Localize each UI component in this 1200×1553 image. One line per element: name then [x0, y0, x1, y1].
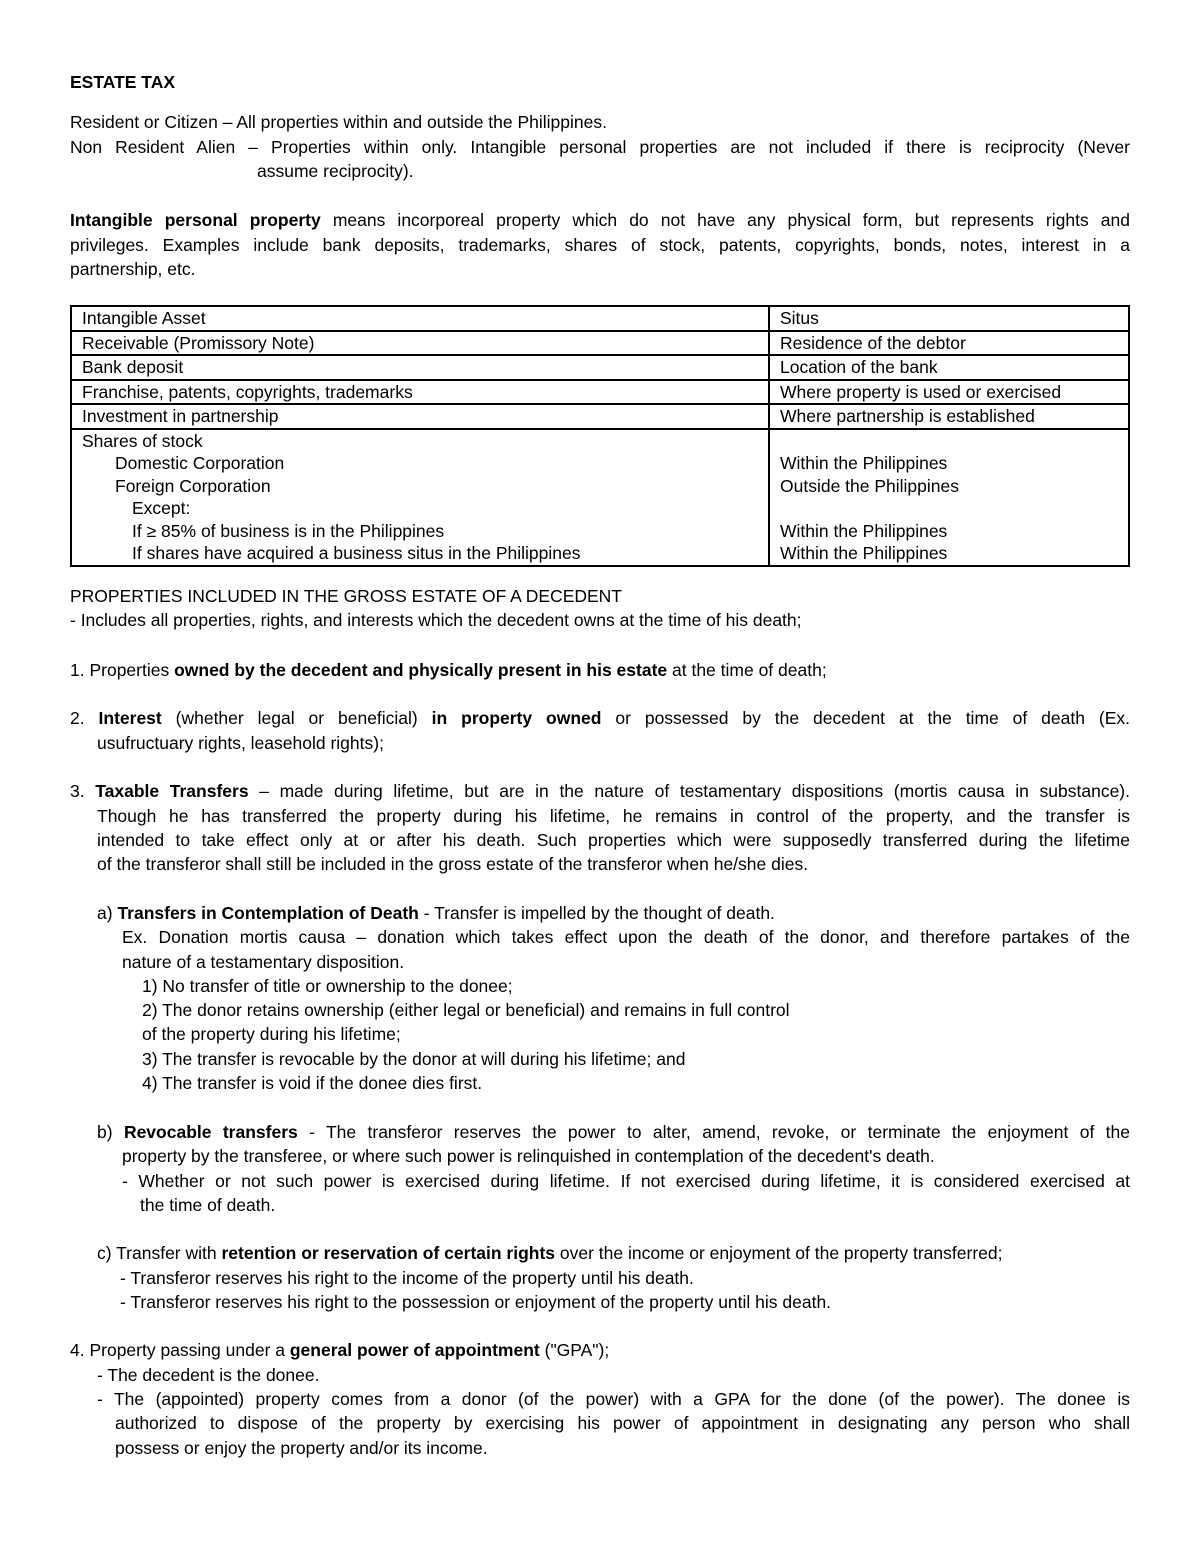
item-4-rest: ("GPA");: [539, 1340, 610, 1360]
table-cell-asset: Franchise, patents, copyrights, trademarks: [71, 380, 769, 405]
table-row: [71, 380, 1129, 405]
item-3a-example-line1: Ex. Donation mortis causa – donation which takes effect upon the death of the donor, and therefore partakes of the: [122, 927, 1130, 947]
item-3c-bold: retention or reservation of certain rights: [221, 1243, 556, 1263]
scope-nra-line2: assume reciprocity).: [257, 161, 414, 181]
item-3a-rest: - Transfer is impelled by the thought of death.: [418, 903, 775, 923]
item-4-line1: [70, 1338, 609, 1362]
item-2-text2: or possessed by the decedent at the time of death (Ex.: [601, 708, 1130, 728]
shares-exception-2: If shares have acquired a business situs in the Philippines: [132, 543, 581, 563]
scope-nra-line1: Non Resident Alien – Properties within only. Intangible personal properties are not included if there is reciprocity (Never: [70, 137, 1130, 157]
item-4-dash-2-line3: possess or enjoy the property and/or its income.: [115, 1438, 488, 1458]
item-4-dash-2-line1: - The (appointed) property comes from a donor (of the power) with a GPA for the done (of the power). The donee is: [97, 1389, 1130, 1409]
table-cell-situs: Where property is used or exercised: [769, 380, 1129, 405]
item-2-num: 2.: [70, 708, 99, 728]
item-3a-point-2b: of the property during his lifetime;: [142, 1024, 401, 1044]
item-3-line1-rest: – made during lifetime, but are in the nature of testamentary dispositions (mortis causa in substance).: [248, 781, 1131, 801]
item-3b-rest: - The transferor reserves the power to alter, amend, revoke, or terminate the enjoyment of the: [297, 1122, 1130, 1142]
item-3-bold: Taxable Transfers: [95, 781, 249, 801]
item-3c-line1: [97, 1241, 1002, 1265]
item-2-line2: usufructuary rights, leasehold rights);: [97, 733, 384, 753]
definition-line1-rest: means incorporeal property which do not have any physical form, but represents rights and: [320, 210, 1130, 230]
shares-foreign-situs: Outside the Philippines: [780, 475, 959, 496]
item-3b-pre: b): [97, 1122, 124, 1142]
item-3b-line1: [97, 1120, 1130, 1144]
item-2-line1: [70, 706, 1130, 730]
item-3-line3: intended to take effect only at or after his death. Such properties which were supposedly transferred during the lifetime: [97, 830, 1130, 850]
item-3a-point-3: 3) The transfer is revocable by the donor at will during his lifetime; and: [142, 1049, 686, 1069]
item-3a-example-line2: nature of a testamentary disposition.: [122, 952, 405, 972]
item-1: [70, 658, 827, 682]
gross-estate-intro: - Includes all properties, rights, and interests which the decedent owns at the time of his death;: [70, 610, 802, 630]
item-3b-line4: the time of death.: [140, 1195, 276, 1215]
table-header-asset: Intangible Asset: [71, 306, 769, 331]
table-cell-asset: Bank deposit: [71, 355, 769, 380]
table-row: [71, 331, 1129, 356]
item-3b-line2: property by the transferee, or where such power is relinquished in contemplation of the decedent's death.: [122, 1146, 935, 1166]
item-4-dash-2-line2: authorized to dispose of the property by exercising his power of appointment in designating any person who shall: [115, 1413, 1130, 1433]
shares-exception-1-situs: Within the Philippines: [780, 520, 948, 541]
table-header-row: [71, 306, 1129, 331]
shares-exception-1: If ≥ 85% of business is in the Philippines: [132, 520, 445, 541]
item-3a-bold: Transfers in Contemplation of Death: [117, 903, 419, 923]
situs-table: [70, 305, 1130, 567]
definition-line2: privileges. Examples include bank deposits, trademarks, shares of stock, patents, copyrights, bonds, notes, interest in a: [70, 235, 1130, 255]
shares-domestic-situs: Within the Philippines: [780, 453, 948, 473]
table-cell-shares: [71, 429, 769, 566]
item-3-line1: [70, 779, 1130, 803]
item-3a-point-4: 4) The transfer is void if the donee dies first.: [142, 1073, 483, 1093]
table-row-shares: [71, 429, 1129, 566]
shares-label: Shares of stock: [82, 430, 203, 451]
item-3-line4: of the transferor shall still be included in the gross estate of the transferor when he/she dies.: [97, 854, 809, 874]
scope-resident: Resident or Citizen – All properties within and outside the Philippines.: [70, 112, 607, 132]
shares-except: Except:: [132, 498, 191, 518]
table-cell-situs: Where partnership is established: [769, 404, 1129, 429]
item-3a-point-1: 1) No transfer of title or ownership to the donee;: [142, 976, 513, 996]
item-3b-bold: Revocable transfers: [123, 1122, 298, 1142]
item-1-bold: owned by the decedent and physically present in his estate: [174, 660, 668, 680]
table-cell-asset: Receivable (Promissory Note): [71, 331, 769, 356]
item-2-text1: (whether legal or beneficial): [161, 708, 432, 728]
shares-foreign: Foreign Corporation: [115, 475, 271, 496]
item-3-line2: Though he has transferred the property during his lifetime, he remains in control of the property, and the transfer is: [97, 806, 1130, 826]
definition-line3: partnership, etc.: [70, 259, 196, 279]
table-cell-shares-situs: [769, 429, 1129, 566]
table-row: [71, 404, 1129, 429]
item-3a-line1: [97, 901, 775, 925]
item-4-dash-1: - The decedent is the donee.: [97, 1365, 320, 1385]
item-4-pre: 4. Property passing under a: [70, 1340, 290, 1360]
item-3c-rest: over the income or enjoyment of the property transferred;: [555, 1243, 1003, 1263]
document-title: ESTATE TAX: [70, 72, 175, 92]
item-2-bold1: Interest: [98, 708, 162, 728]
table-row: [71, 355, 1129, 380]
table-cell-situs: Residence of the debtor: [769, 331, 1129, 356]
item-1-pre: 1. Properties: [70, 660, 175, 680]
shares-domestic: Domestic Corporation: [115, 453, 285, 473]
item-4-bold: general power of appointment: [289, 1340, 540, 1360]
definition-line1: [70, 208, 1130, 232]
item-3c-dash-2: - Transferor reserves his right to the possession or enjoyment of the property until his death.: [120, 1292, 832, 1312]
gross-estate-heading: PROPERTIES INCLUDED IN THE GROSS ESTATE OF A DECEDENT: [70, 586, 623, 606]
blank-line: [780, 497, 1118, 520]
table-cell-asset: Investment in partnership: [71, 404, 769, 429]
item-3-num: 3.: [70, 781, 96, 801]
item-3c-dash-1: - Transferor reserves his right to the income of the property until his death.: [120, 1268, 694, 1288]
item-1-post: at the time of death;: [667, 660, 827, 680]
table-cell-situs: Location of the bank: [769, 355, 1129, 380]
blank-line: [780, 430, 1118, 453]
item-3a-pre: a): [97, 903, 118, 923]
table-header-situs: Situs: [769, 306, 1129, 331]
definition-term: Intangible personal property: [70, 210, 321, 230]
shares-exception-2-situs: Within the Philippines: [780, 543, 948, 563]
item-3c-pre: c) Transfer with: [97, 1243, 222, 1263]
item-3b-line3: - Whether or not such power is exercised during lifetime. If not exercised during lifetime, it is considered exercised at: [122, 1171, 1130, 1191]
item-2-bold2: in property owned: [431, 708, 602, 728]
item-3a-point-2a: 2) The donor retains ownership (either legal or beneficial) and remains in full control: [142, 1000, 790, 1020]
